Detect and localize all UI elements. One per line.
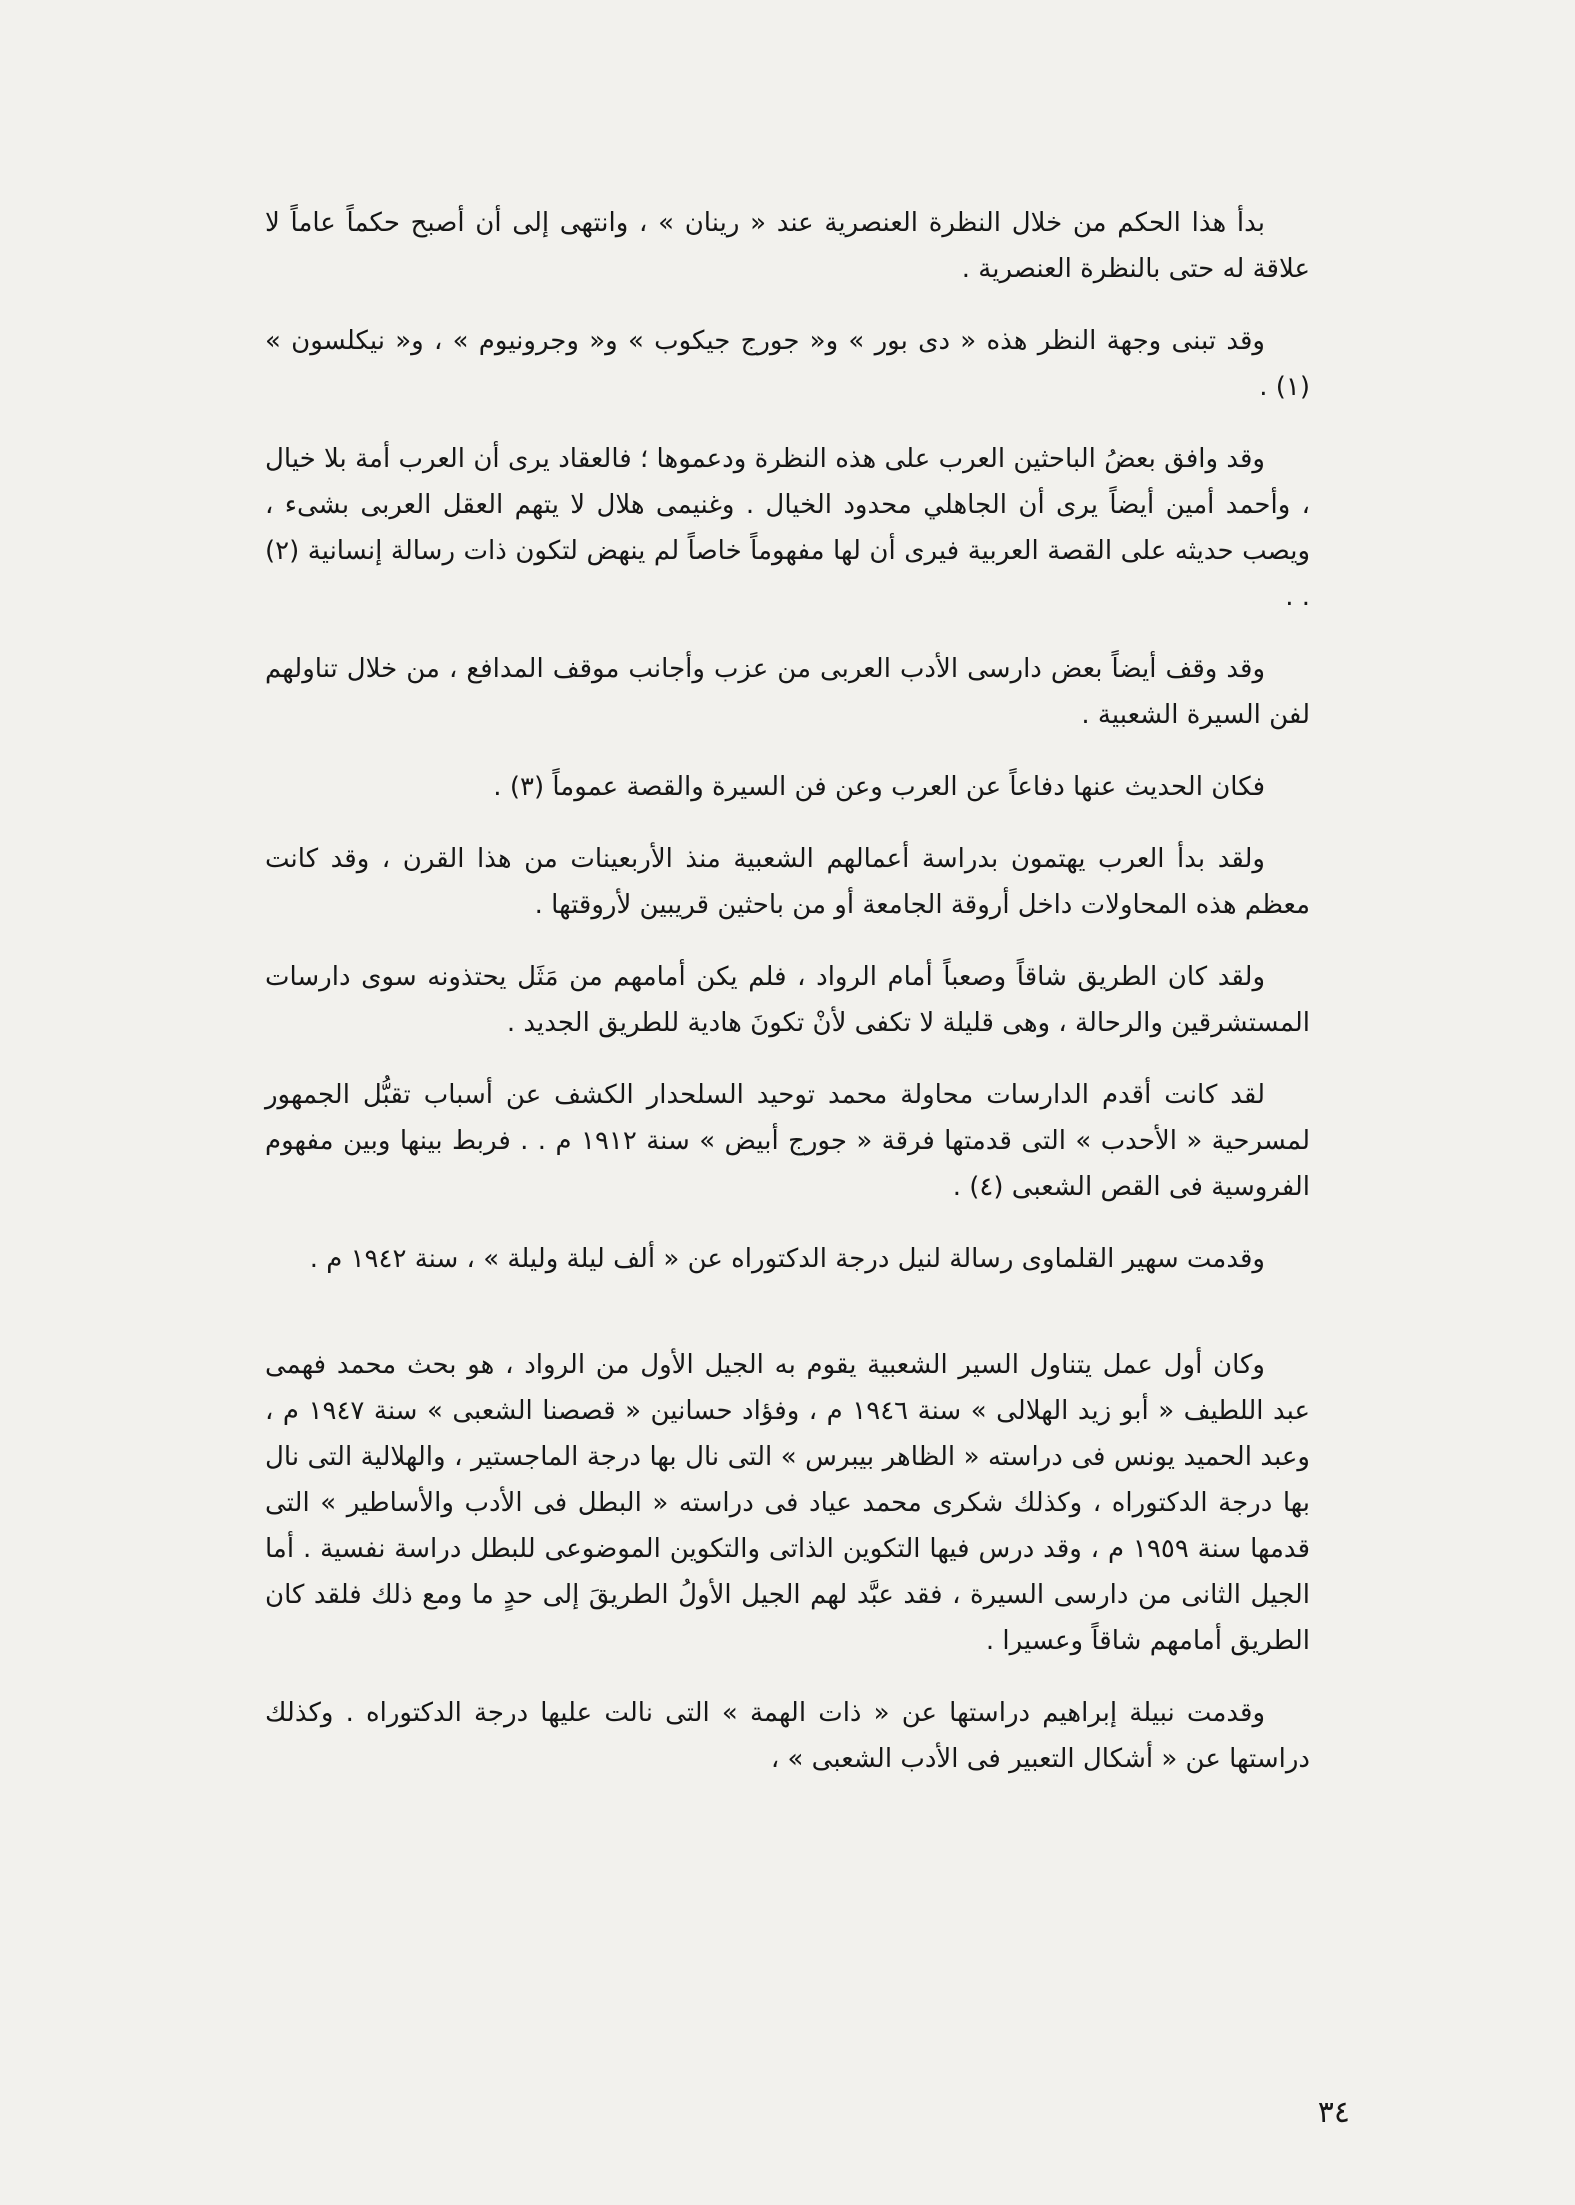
paragraph-9: وقدمت سهير القلماوى رسالة لنيل درجة الدكتوراه عن « ألف ليلة وليلة » ، سنة ١٩٤٢ م . — [309, 1244, 1265, 1274]
section-gap — [265, 1308, 1310, 1342]
paragraph-3: وقد وافق بعضُ الباحثين العرب على هذه النظرة ودعموها ؛ فالعقاد يرى أن العرب أمة بلا خيال ، وأحمد أمين أيضاً يرى أن الجاهلي محدود الخيال . وغنيمى هلال لا يتهم العقل العربى بشىء ، ويصب حديثه على القصة العربية فيرى أن لها مفهوماً خاصاً لم ينهض لتكون ذات رسالة إنسانية (٢) . . — [265, 444, 1310, 612]
paragraph-1: بدأ هذا الحكم من خلال النظرة العنصرية عند « رينان » ، وانتهى إلى أن أصبح حكماً عاماً لا علاقة له حتى بالنظرة العنصرية . — [265, 208, 1310, 284]
paragraph-11: وقدمت نبيلة إبراهيم دراستها عن « ذات الهمة » التى نالت عليها درجة الدكتوراه . وكذلك دراستها عن « أشكال التعبير فى الأدب الشعبى » ، — [265, 1698, 1310, 1774]
paragraph-10: وكان أول عمل يتناول السير الشعبية يقوم به الجيل الأول من الرواد ، هو بحث محمد فهمى عبد اللطيف « أبو زيد الهلالى » سنة ١٩٤٦ م ، وفؤاد حسانين « قصصنا الشعبى » سنة ١٩٤٧ م ، وعبد الحميد يونس فى دراسته « الظاهر بيبرس » التى نال بها درجة الماجستير ، والهلالية التى نال بها درجة الدكتوراه ، وكذلك شكرى محمد عياد فى دراسته « البطل فى الأدب والأساطير » التى قدمها سنة ١٩٥٩ م ، وقد درس فيها التكوين الذاتى والتكوين الموضوعى للبطل دراسة نفسية . أما الجيل الثانى من دارسى السيرة ، فقد عبَّد لهم الجيل الأولُ الطريقَ إلى حدٍ ما ومع ذلك فلقد كان الطريق أمامهم شاقاً وعسيرا . — [265, 1350, 1310, 1656]
paragraph-7: ولقد كان الطريق شاقاً وصعباً أمام الرواد ، فلم يكن أمامهم من مَثَل يحتذونه سوى دارسات المستشرقين والرحالة ، وهى قليلة لا تكفى لأنْ تكونَ هادية للطريق الجديد . — [265, 962, 1310, 1038]
paragraph-6: ولقد بدأ العرب يهتمون بدراسة أعمالهم الشعبية منذ الأربعينات من هذا القرن ، وقد كانت معظم هذه المحاولات داخل أروقة الجامعة أو من باحثين قريبين لأروقتها . — [265, 844, 1310, 920]
paragraph-5: فكان الحديث عنها دفاعاً عن العرب وعن فن السيرة والقصة عموماً (٣) . — [493, 772, 1265, 802]
paragraph-4: وقد وقف أيضاً بعض دارسى الأدب العربى من عزب وأجانب موقف المدافع ، من خلال تناولهم لفن السيرة الشعبية . — [265, 654, 1310, 730]
paragraph-8: لقد كانت أقدم الدارسات محاولة محمد توحيد السلحدار الكشف عن أسباب تقبُّل الجمهور لمسرحية « الأحدب » التى قدمتها فرقة « جورج أبيض » سنة ١٩١٢ م . . فربط بينها وبين مفهوم الفروسية فى القص الشعبى (٤) . — [265, 1080, 1310, 1202]
page-number: ٣٤ — [1317, 2095, 1350, 2130]
paragraph-2: وقد تبنى وجهة النظر هذه « دى بور » و« جورج جيكوب » و« وجرونيوم » ، و« نيكلسون » (١) . — [265, 326, 1310, 402]
main-text-block — [265, 200, 1310, 1808]
